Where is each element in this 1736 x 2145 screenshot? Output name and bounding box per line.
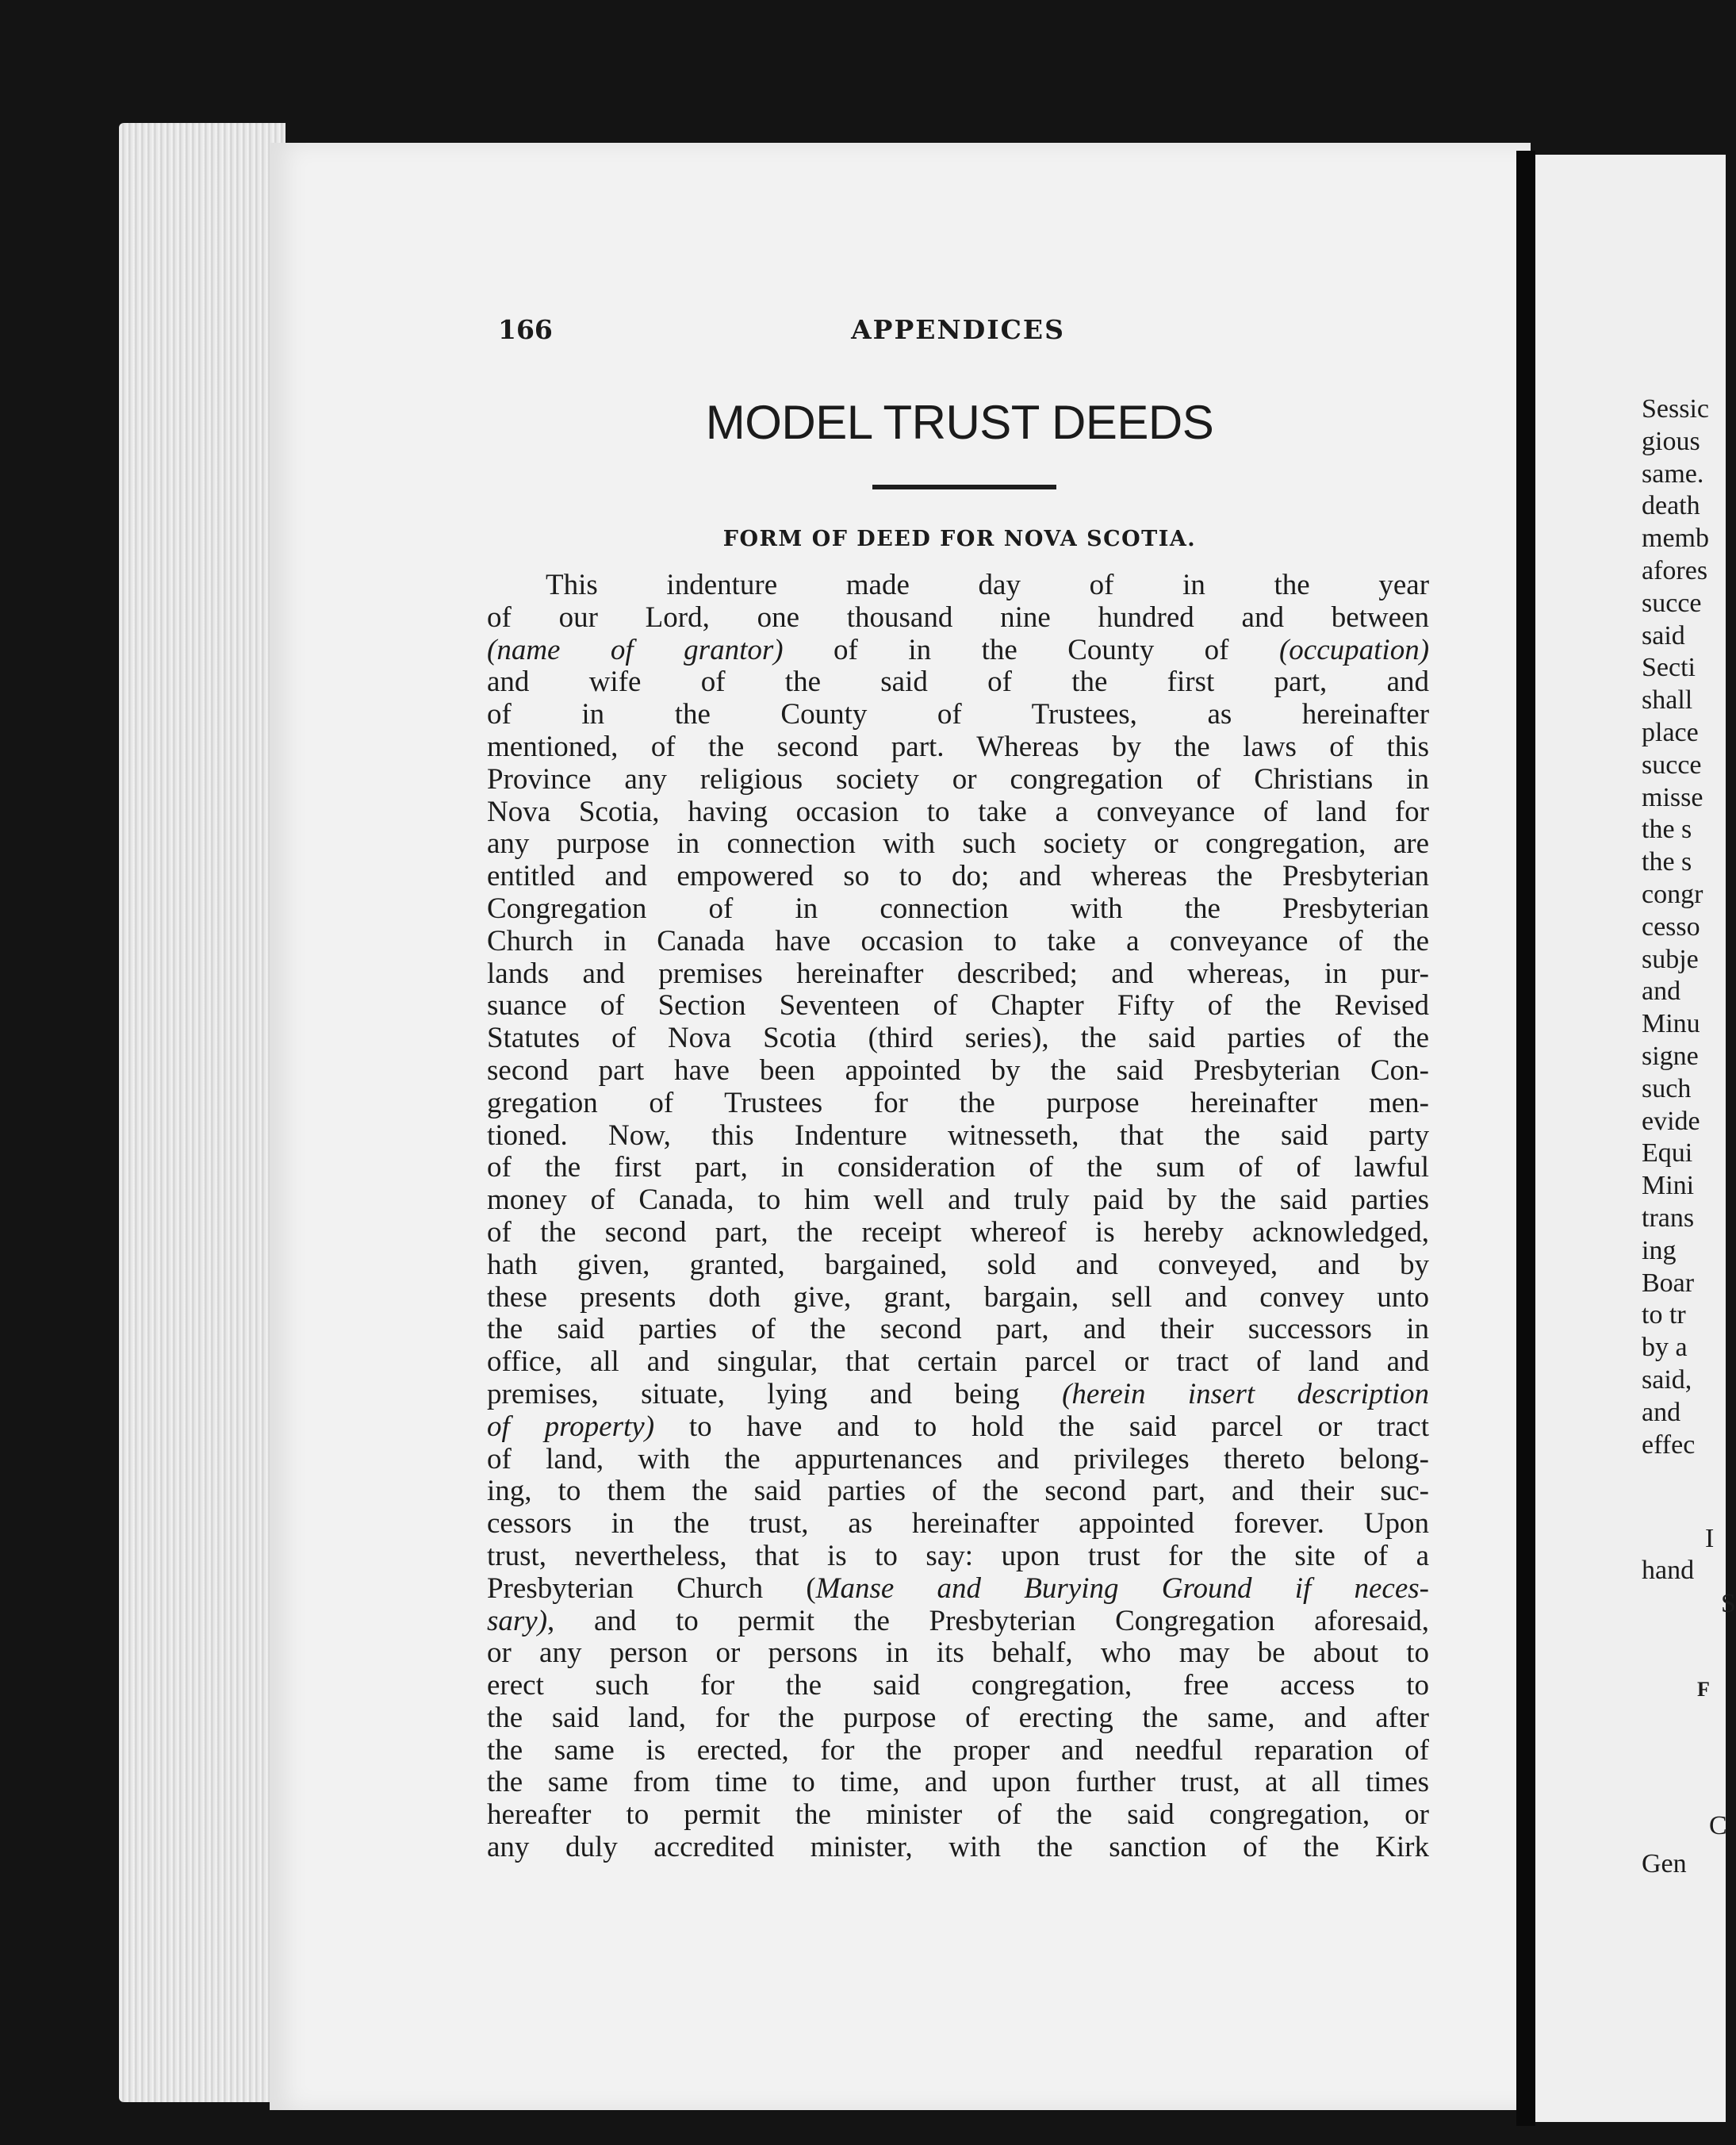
- text-line: [487, 1799, 1429, 1832]
- facing-page-line: to tr: [1642, 1300, 1686, 1330]
- text-segment: office, all and singular, that certain parcel or tract of land and: [487, 1345, 1429, 1379]
- text-segment: of the first part, and: [987, 666, 1429, 699]
- text-line: [487, 861, 1429, 893]
- facing-page-line: and: [1642, 1397, 1681, 1427]
- facing-page-line: said,: [1642, 1364, 1692, 1395]
- text-line: [487, 1120, 1429, 1153]
- text-segment: (occupation): [1278, 633, 1430, 666]
- text-line: [487, 1055, 1429, 1088]
- facing-page-line: trans: [1642, 1203, 1695, 1233]
- facing-page-line: congr: [1642, 879, 1703, 909]
- text-segment: mentioned, of the second part. Whereas by the laws of this: [487, 730, 1429, 763]
- facing-page-line: gious: [1642, 426, 1700, 456]
- text-segment: any purpose in connection with such society or congregation, are: [487, 827, 1429, 861]
- facing-page-line: cesso: [1642, 911, 1700, 942]
- text-line: [487, 1573, 1429, 1606]
- deed-body-text: [487, 570, 1429, 1864]
- facing-page-line: such: [1642, 1073, 1692, 1103]
- text-segment: of land, with the appurtenances and privileges thereto belong-: [487, 1442, 1429, 1475]
- text-segment: in the County of: [908, 633, 1229, 666]
- facing-page-line: S: [1721, 1589, 1736, 1618]
- facing-page-line: signe: [1642, 1041, 1699, 1071]
- text-segment: ing, to them the said parties of the second part, and their suc-: [487, 1475, 1429, 1508]
- text-line: [487, 602, 1429, 635]
- text-line: [487, 1088, 1429, 1120]
- text-segment: between: [1331, 601, 1429, 634]
- book-gutter: [1516, 151, 1535, 2126]
- facing-page-line: Secti: [1642, 653, 1696, 683]
- text-segment: the said land, for the purpose of erecting the same, and after: [487, 1701, 1429, 1734]
- text-line: [487, 1832, 1429, 1864]
- text-segment: for the said congregation, free access to: [700, 1669, 1429, 1702]
- text-segment: hath given, granted, bargained, sold and conveyed, and by: [487, 1248, 1429, 1281]
- text-segment: of the second part, the receipt whereof is hereby acknowledged,: [487, 1215, 1429, 1249]
- text-segment: Trustees for the purpose hereinafter men-: [724, 1086, 1429, 1119]
- text-line: [487, 1767, 1429, 1799]
- text-line: [487, 1637, 1429, 1670]
- text-segment: of property): [487, 1410, 655, 1443]
- text-line: [487, 1702, 1429, 1735]
- text-segment: of: [487, 698, 512, 731]
- text-segment: Congregation of: [487, 892, 734, 925]
- text-line: [487, 828, 1429, 861]
- page-edges: [119, 123, 286, 2102]
- text-line: [487, 1606, 1429, 1638]
- facing-page-line: I: [1705, 1524, 1715, 1553]
- text-segment: Church in Canada have occasion to take a conveyance of the: [487, 924, 1429, 957]
- text-line: [487, 926, 1429, 958]
- facing-page-line: Sessic: [1642, 394, 1709, 424]
- text-segment: entitled and empowered so to do; and whereas the Presbyterian: [487, 860, 1429, 893]
- facing-page-line: ing: [1642, 1235, 1677, 1265]
- facing-page-line: and: [1642, 977, 1681, 1007]
- text-line: [487, 1670, 1429, 1702]
- text-line: [487, 1541, 1429, 1573]
- text-segment: the same from time to time, and upon further trust, at all times: [487, 1766, 1429, 1799]
- text-line: [487, 1023, 1429, 1055]
- text-segment: in connection with the Presbyterian: [795, 892, 1429, 925]
- text-segment: hereafter to permit the minister of the said congregation, or: [487, 1798, 1429, 1832]
- facing-page-line: subje: [1642, 944, 1699, 974]
- text-segment: gregation of: [487, 1086, 674, 1119]
- text-segment: in the County of: [581, 698, 962, 731]
- text-segment: of lawful: [1296, 1151, 1430, 1184]
- text-segment: of our Lord, one thousand nine hundred and: [487, 601, 1284, 634]
- facing-page-line: effec: [1642, 1429, 1696, 1460]
- text-segment: trust, nevertheless, that is to say: upon trust for the site of a: [487, 1539, 1429, 1572]
- text-segment: money of Canada, to him well and truly paid by the said parties: [487, 1184, 1429, 1217]
- facing-page-line: misse: [1642, 782, 1703, 812]
- text-segment: Province any religious society or congregation of Christians in: [487, 762, 1429, 796]
- text-line: [487, 731, 1429, 764]
- facing-page-line: Gen: [1642, 1849, 1687, 1878]
- running-head: APPENDICES: [851, 314, 1065, 345]
- facing-page-line: same.: [1642, 459, 1704, 489]
- facing-page-line: Minu: [1642, 1009, 1700, 1039]
- text-segment: any duly accredited minister, with the sanction of the Kirk: [487, 1831, 1429, 1864]
- facing-page-line: Boar: [1642, 1268, 1695, 1298]
- text-line: [487, 1475, 1429, 1508]
- facing-page-line: evide: [1642, 1106, 1700, 1136]
- text-line: [487, 1184, 1429, 1217]
- text-segment: and: [487, 666, 530, 699]
- text-segment: the said parties of the second part, and their successors in: [487, 1313, 1429, 1346]
- facing-page-line: F: [1697, 1678, 1710, 1701]
- facing-page-line: C: [1709, 1811, 1727, 1840]
- text-line: [487, 958, 1429, 991]
- facing-page-line: the s: [1642, 847, 1692, 877]
- text-segment: Presbyterian Church (Manse and Burying Ground if neces-: [487, 1571, 1429, 1605]
- text-segment: (herein insert description: [1062, 1377, 1430, 1410]
- text-segment: to have and to hold the said parcel or tract: [688, 1410, 1430, 1443]
- facing-page-line: Mini: [1642, 1171, 1695, 1201]
- facing-page-line: hand: [1642, 1556, 1695, 1585]
- facing-page-line: shall: [1642, 685, 1693, 716]
- text-line: [487, 1314, 1429, 1346]
- text-line: [487, 1444, 1429, 1476]
- text-segment: wife of the said: [588, 666, 928, 699]
- text-line: [487, 1735, 1429, 1767]
- text-segment: sary), and to permit the Presbyterian Congregation aforesaid,: [487, 1604, 1429, 1637]
- page-title: MODEL TRUST DEEDS: [705, 396, 1214, 449]
- facing-page-line: death: [1642, 491, 1700, 521]
- text-line: [487, 1379, 1429, 1411]
- page-header: [498, 314, 1418, 354]
- title-rule: [872, 485, 1056, 489]
- text-line: [487, 699, 1429, 731]
- text-segment: second part have been appointed by the said Presbyterian Con-: [487, 1053, 1429, 1087]
- text-line: [487, 990, 1429, 1023]
- text-line: [487, 570, 1429, 602]
- text-line: [487, 1282, 1429, 1314]
- text-segment: Statutes of Nova Scotia (third series), the said parties of the: [487, 1022, 1429, 1055]
- facing-page-line: Equi: [1642, 1138, 1693, 1168]
- text-line: [487, 1346, 1429, 1379]
- text-line: [487, 1152, 1429, 1184]
- facing-page-line: said: [1642, 620, 1685, 650]
- text-line: [487, 666, 1429, 699]
- text-segment: or any person or persons in its behalf, who may be about to: [487, 1637, 1429, 1670]
- text-segment: Trustees, as hereinafter: [1031, 698, 1430, 731]
- text-segment: in the: [1182, 569, 1310, 601]
- facing-page-text-top: [1642, 393, 1729, 1461]
- text-segment: This indenture made: [546, 569, 910, 601]
- facing-page-line: succe: [1642, 588, 1702, 618]
- facing-page-line: by a: [1642, 1333, 1688, 1363]
- text-segment: tioned. Now, this Indenture witnesseth, that the said party: [487, 1119, 1429, 1152]
- section-subtitle: FORM OF DEED FOR NOVA SCOTIA.: [722, 527, 1197, 551]
- page-number: 166: [498, 314, 553, 345]
- facing-page-line: place: [1642, 717, 1699, 747]
- text-line: [487, 1217, 1429, 1249]
- text-segment: the same is erected, for the proper and needful reparation of: [487, 1733, 1429, 1767]
- text-segment: premises, situate, lying and being: [487, 1377, 1020, 1410]
- facing-page-line: afores: [1642, 555, 1708, 585]
- text-segment: day of: [978, 569, 1114, 601]
- text-line: [487, 1508, 1429, 1541]
- text-segment: cessors in the trust, as hereinafter appointed forever. Upon: [487, 1507, 1429, 1541]
- text-segment: erect such: [487, 1669, 650, 1702]
- text-segment: (name of grantor) of: [487, 633, 858, 666]
- text-line: [487, 893, 1429, 926]
- text-line: [487, 1249, 1429, 1282]
- text-line: [487, 796, 1429, 829]
- text-line: [487, 635, 1429, 667]
- text-segment: of the first part, in consideration of the sum of: [487, 1151, 1263, 1184]
- facing-page-line: memb: [1642, 524, 1709, 554]
- text-line: [487, 1411, 1429, 1444]
- facing-page-line: succe: [1642, 750, 1702, 780]
- text-segment: these presents doth give, grant, bargain, sell and convey unto: [487, 1280, 1429, 1314]
- text-segment: suance of Section Seventeen of Chapter Fifty of the Revised: [487, 989, 1429, 1023]
- text-segment: year: [1378, 569, 1430, 601]
- facing-page-line: the s: [1642, 815, 1692, 845]
- text-segment: Nova Scotia, having occasion to take a conveyance of land for: [487, 795, 1429, 828]
- text-segment: lands and premises hereinafter described; and whereas, in pur-: [487, 957, 1429, 990]
- text-line: [487, 764, 1429, 796]
